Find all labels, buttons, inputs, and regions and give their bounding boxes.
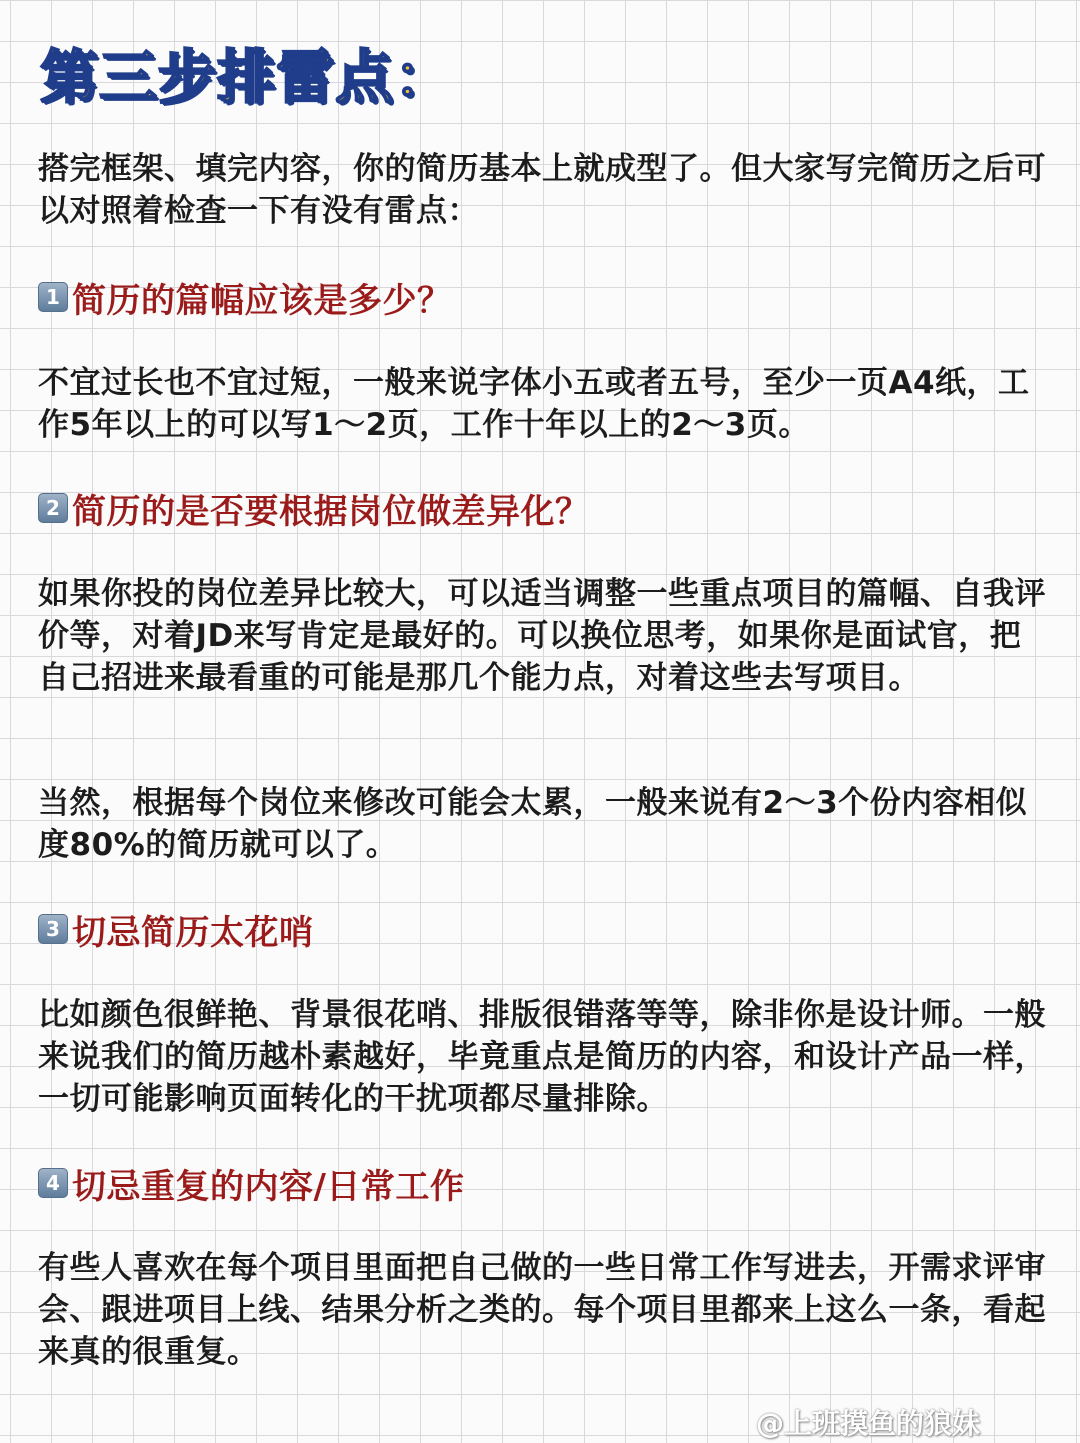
section-4-paragraph: 有些人喜欢在每个项目里面把自己做的一些日常工作写进去，开需求评审会、跟进项目上线、结果分析之类的。每个项目里都来上这么一条，看起来真的很重复。 — [38, 1250, 1046, 1370]
page-title: 第三步排雷点： — [40, 43, 454, 111]
section-2-paragraph-2: 当然，根据每个岗位来修改可能会太累，一般来说有2～3个份内容相似度80%的简历就可以了。 — [38, 785, 1028, 863]
section-heading-text: 切忌简历太花哨 — [72, 912, 314, 953]
section-heading-2 — [38, 487, 590, 532]
number-1-badge-icon: 1 — [38, 282, 68, 312]
intro-paragraph: 搭完框架、填完内容，你的简历基本上就成型了。但大家写完简历之后可以对照着检查一下有没有雷点： — [38, 151, 1046, 229]
author-watermark: @上班摸鱼的狼妹 — [756, 1407, 981, 1440]
section-2-paragraph-1: 如果你投的岗位差异比较大，可以适当调整一些重点项目的篇幅、自我评价等，对着JD来写肯定是最好的。可以换位思考，如果你是面试官，把自己招进来最看重的可能是那几个能力点，对着这些去写项目。 — [38, 576, 1046, 696]
section-heading-4 — [38, 1162, 465, 1207]
section-heading-3 — [38, 908, 314, 953]
number-3-badge-icon: 3 — [38, 914, 68, 944]
section-heading-text: 切忌重复的内容/日常工作 — [72, 1166, 465, 1207]
section-heading-text: 简历的是否要根据岗位做差异化？ — [72, 491, 590, 532]
section-heading-text: 简历的篇幅应该是多少？ — [72, 280, 452, 321]
section-heading-1 — [38, 276, 452, 321]
number-2-badge-icon: 2 — [38, 493, 68, 523]
number-4-badge-icon: 4 — [38, 1168, 68, 1198]
section-3-paragraph: 比如颜色很鲜艳、背景很花哨、排版很错落等等，除非你是设计师。一般来说我们的简历越朴素越好，毕竟重点是简历的内容，和设计产品一样，一切可能影响页面转化的干扰项都尽量排除。 — [38, 997, 1046, 1117]
section-1-paragraph: 不宜过长也不宜过短，一般来说字体小五或者五号，至少一页A4纸，工作5年以上的可以写1～2页，工作十年以上的2～3页。 — [38, 365, 1030, 443]
